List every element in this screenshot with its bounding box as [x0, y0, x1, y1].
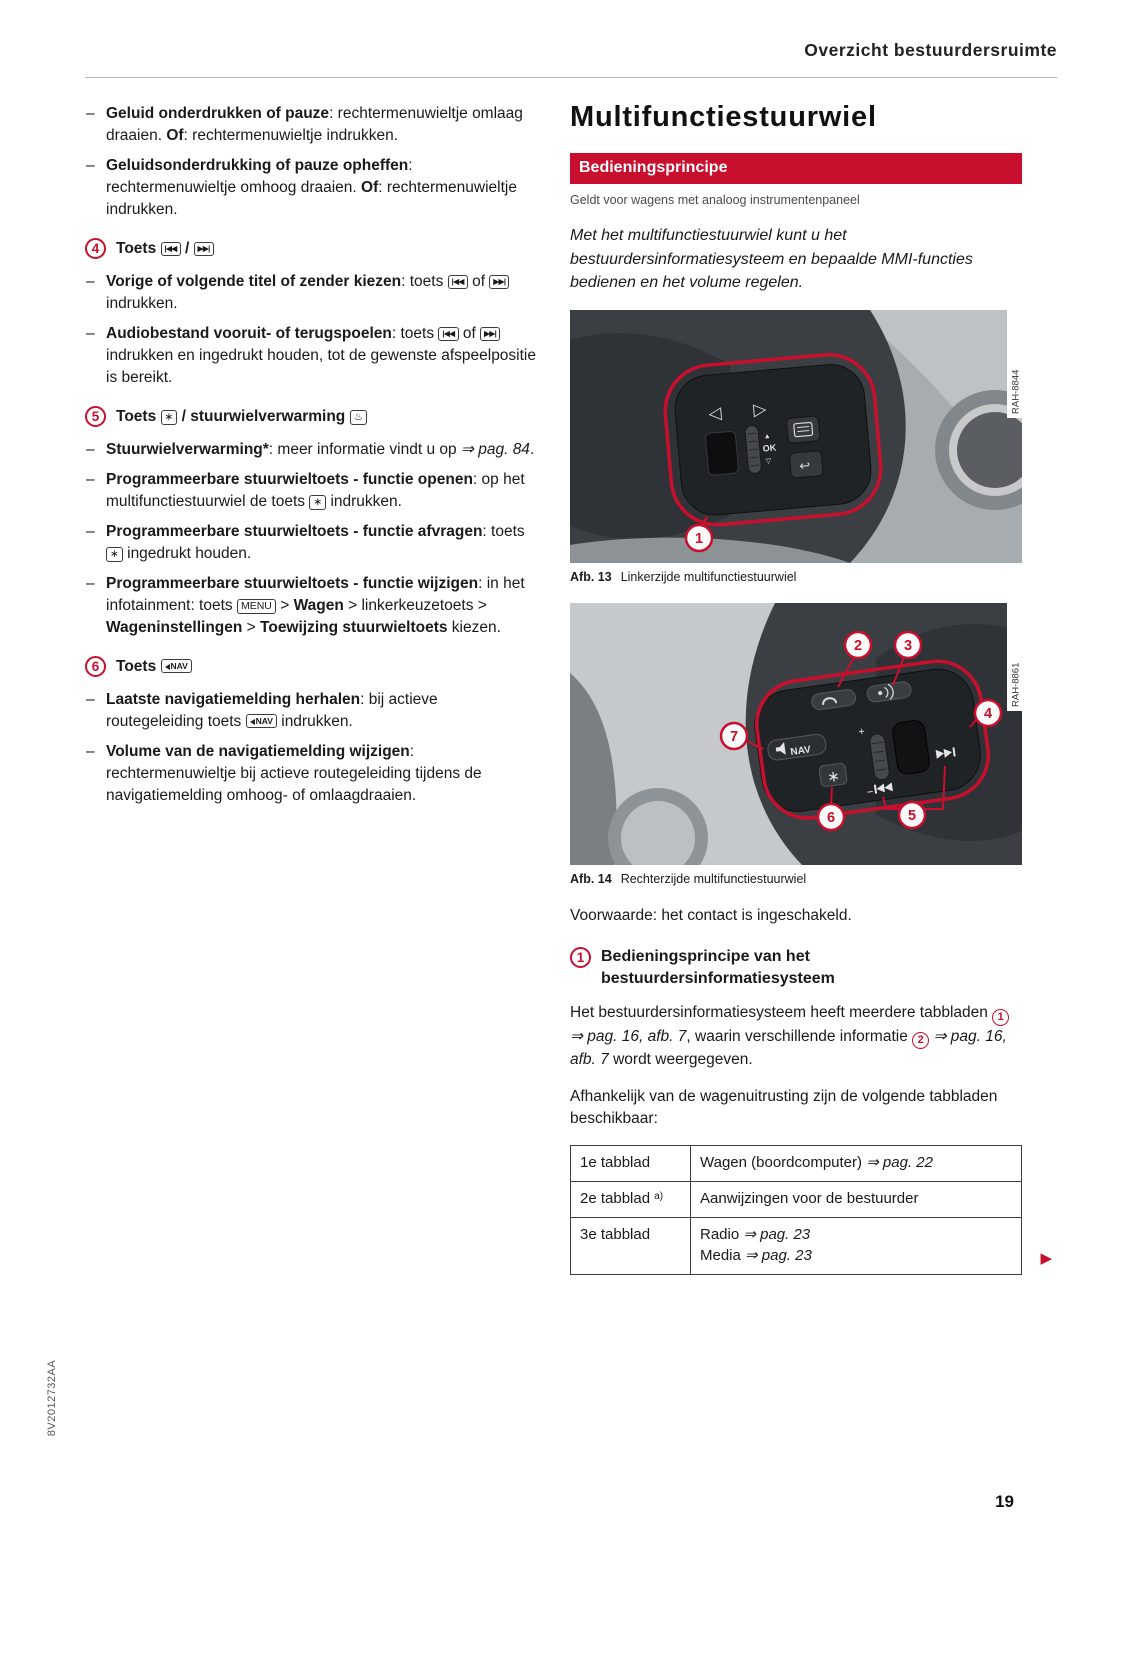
paragraph-tabbladen-info: [570, 1002, 1022, 1071]
volume-plus-label: +: [857, 725, 866, 739]
callout-number-7: 7: [729, 729, 739, 746]
bullet-prog-toets-wijzigen: [85, 573, 537, 639]
figure-13-caption-text: Linkerzijde multifunctiestuurwiel: [620, 569, 797, 584]
menu-key-icon: MENU: [237, 599, 276, 614]
text-segment: : in het infotainment: toets: [106, 575, 525, 614]
figure-13: [570, 310, 1022, 586]
skip-back-icon: |◀◀: [161, 242, 181, 256]
bullet-audiobestand-spoelen: [85, 323, 537, 389]
heading-text: [116, 408, 367, 425]
bullet-stuurwielverwarming: [85, 439, 537, 461]
callout-number-3: 3: [903, 638, 913, 655]
text-segment: Wageninstellingen: [106, 619, 243, 636]
text-segment: of: [467, 273, 490, 290]
text-segment: Afhankelijk van de wagenuitrusting zijn de volgende tabbladen beschikbaar:: [570, 1087, 998, 1128]
bullet-vorige-volgende-titel: [85, 271, 537, 315]
right-column: [570, 96, 1052, 1275]
figure-14-caption: [570, 870, 1022, 888]
nav-button-label: NAV: [789, 744, 812, 759]
text-segment: Het bestuurdersinformatiesysteem heeft meerdere tabbladen: [570, 1004, 993, 1022]
text-segment: Vorige of volgende titel of zender kiezen: [106, 273, 402, 290]
table-row: [571, 1145, 1022, 1181]
thumb-knob: [892, 719, 931, 775]
text-segment: indrukken.: [276, 713, 353, 730]
text-segment: of: [458, 325, 481, 342]
text-segment: , waarin verschillende informatie: [686, 1027, 913, 1045]
text-segment: Toewijzing stuurwieltoets: [260, 619, 448, 636]
ok-label: OK: [762, 442, 777, 454]
heading-toets-4: [85, 238, 537, 260]
skip-forward-icon: ▶▶|: [194, 242, 214, 256]
page-reference: ⇒ pag. 22: [866, 1153, 933, 1171]
text-segment: : bij actieve routegeleiding toets: [106, 691, 438, 730]
text-segment: indrukken.: [106, 295, 178, 312]
table-cell-tab: [571, 1217, 691, 1274]
bullet-volume-navigatiemelding: [85, 741, 537, 807]
text-segment: Bedieningsprincipe van het bestuurdersinformatiesysteem: [601, 947, 835, 988]
table-cell-description: [691, 1217, 1022, 1274]
text-segment: wordt weergegeven.: [608, 1051, 753, 1069]
text-segment: 1e tabblad: [580, 1153, 651, 1171]
text-segment: Toets: [116, 408, 161, 425]
bullet-geluidsonderdrukking-opheffen: [85, 155, 537, 221]
nav-speaker-icon: NAV: [246, 714, 277, 728]
text-segment: Programmeerbare stuurwieltoets - functie afvragen: [106, 523, 483, 540]
figure-13-image: [570, 310, 1022, 563]
applicability-note: Geldt voor wagens met analoog instrumentenpaneel: [570, 193, 860, 208]
text-segment: : rechtermenuwieltje indrukken.: [106, 179, 517, 218]
figure-14-code: RAH-8861: [1010, 662, 1022, 708]
text-segment: Of: [166, 127, 184, 144]
inline-circled-number: 2: [912, 1032, 929, 1049]
text-segment: 3e tabblad: [580, 1225, 651, 1243]
text-segment: : rechtermenuwieltje indrukken.: [183, 127, 399, 144]
text-segment: >: [242, 619, 261, 636]
up-arrow-icon: ▲: [763, 432, 771, 441]
intro-paragraph: Met het multifunctiestuurwiel kunt u het bestuurdersinformatiesysteem en bepaalde MMI-functies bedienen en het volume regelen.: [570, 227, 973, 291]
skip-back-icon: |◀◀: [438, 327, 458, 341]
paragraph-wagenuitrusting: [570, 1086, 1022, 1131]
skip-back-icon: |◀◀: [448, 275, 468, 289]
text-segment: Toets: [116, 658, 161, 675]
page-reference: ⇒ pag. 23: [745, 1246, 812, 1264]
callout-number-4: 4: [983, 706, 993, 723]
tab-table-wrap: [570, 1145, 1052, 1275]
circled-number-4: 4: [85, 238, 106, 259]
skip-forward-icon: ▶▶|: [489, 275, 509, 289]
table-cell-tab: [571, 1181, 691, 1217]
page-reference: ⇒ pag. 16, afb. 7: [570, 1027, 687, 1045]
page-reference: ⇒ pag. 84: [460, 441, 530, 458]
text-segment: Aanwijzingen voor de bestuurder: [700, 1189, 919, 1207]
figure-14-image: [570, 603, 1022, 865]
skip-forward-icon: ▶▶|: [480, 327, 500, 341]
asterisk-key-icon: ∗: [309, 495, 326, 510]
text-segment: Of: [361, 179, 379, 196]
tab-table: [570, 1145, 1022, 1275]
heading-text: [601, 948, 835, 987]
text-segment: : toets: [401, 273, 448, 290]
subsection-banner: Bedieningsprincipe: [570, 153, 1022, 184]
callout-number-6: 6: [826, 810, 836, 827]
text-segment: : rechtermenuwieltje omhoog draaien.: [106, 157, 413, 196]
figure-14-label: Afb. 14: [570, 872, 612, 887]
section-title: Multifunctiestuurwiel: [570, 101, 877, 133]
bullet-prog-toets-openen: [85, 469, 537, 513]
table-cell-description: [691, 1181, 1022, 1217]
heading-text: [116, 658, 192, 675]
callout-number-2: 2: [853, 638, 863, 655]
asterisk-button-icon: ∗: [826, 767, 842, 787]
text-segment: Wagen: [293, 597, 344, 614]
bullet-prog-toets-afvragen: [85, 521, 537, 565]
back-arrow-icon: ↩: [798, 457, 811, 474]
text-segment: Voorwaarde: het contact is ingeschakeld.: [570, 907, 852, 925]
text-segment: Geluid onderdrukken of pauze: [106, 105, 330, 122]
heading-toets-5: [85, 406, 537, 428]
text-segment: Media: [700, 1246, 746, 1264]
left-column: [85, 103, 537, 815]
header-rule: [85, 77, 1057, 78]
text-segment: > linkerkeuzetoets >: [343, 597, 487, 614]
footnote-marker: a): [654, 1190, 664, 1202]
text-segment: kiezen.: [447, 619, 501, 636]
continuation-arrow-icon: ▶: [1040, 1250, 1052, 1268]
speaker-icon: [250, 719, 255, 725]
tab-table-body: [571, 1145, 1022, 1274]
text-segment: Laatste navigatiemelding herhalen: [106, 691, 361, 708]
down-arrow-icon: ▽: [765, 457, 772, 466]
display-button: [786, 416, 820, 444]
page-number: 19: [995, 1492, 1014, 1511]
text-segment: : rechtermenuwieltje omlaag draaien.: [106, 105, 523, 144]
page-header-title: Overzicht bestuurdersruimte: [804, 40, 1057, 60]
text-segment: Geluidsonderdrukking of pauze opheffen: [106, 157, 409, 174]
text-segment: Audiobestand vooruit- of terugspoelen: [106, 325, 392, 342]
speaker-icon: [165, 664, 170, 670]
right-arrow-button-icon: ▷: [752, 399, 768, 420]
table-cell-description: [691, 1145, 1022, 1181]
circled-number-5: 5: [85, 406, 106, 427]
text-segment: : meer informatie vindt u op: [268, 441, 461, 458]
text-segment: indrukken en ingedrukt houden, tot de gewenste afspeelpositie is bereikt.: [106, 347, 536, 386]
volume-minus-label: −: [866, 786, 875, 799]
text-segment: Wagen (boordcomputer): [700, 1153, 867, 1171]
page-reference: ⇒ pag. 23: [743, 1225, 811, 1243]
heading-toets-6: [85, 656, 537, 678]
text-segment: Volume van de navigatiemelding wijzigen: [106, 743, 410, 760]
text-segment: / stuurwielverwarming: [177, 408, 350, 425]
text-segment: : toets: [391, 325, 439, 342]
bullet-laatste-navigatiemelding: [85, 689, 537, 733]
table-row: [571, 1217, 1022, 1274]
text-segment: /: [180, 240, 194, 257]
circled-number-6: 6: [85, 656, 106, 677]
circled-number-1: 1: [570, 947, 591, 968]
asterisk-key-icon: ∗: [106, 547, 123, 562]
nav-speaker-icon: NAV: [161, 659, 192, 673]
callout-number-5: 5: [907, 808, 917, 825]
table-row: [571, 1181, 1022, 1217]
text-segment: Toets: [116, 240, 161, 257]
text-segment: : toets: [482, 523, 525, 540]
figure-14: [570, 603, 1022, 888]
figure-13-label: Afb. 13: [570, 569, 612, 584]
text-segment: indrukken.: [326, 493, 402, 510]
left-thumb-button: [705, 431, 739, 475]
callout-number-1: 1: [694, 530, 704, 547]
condition-paragraph: [570, 905, 1022, 927]
asterisk-key-icon: ∗: [161, 410, 178, 425]
text-segment: : rechtermenuwieltje bij actieve routegeleiding tijdens de navigatiemelding omhoog- of omlaagdraaien.: [106, 743, 482, 804]
text-segment: 2e tabblad: [580, 1189, 655, 1207]
text-segment: Programmeerbare stuurwieltoets - functie openen: [106, 471, 473, 488]
text-segment: Radio: [700, 1225, 744, 1243]
text-segment: ingedrukt houden.: [122, 545, 252, 562]
inline-circled-number: 1: [992, 1009, 1009, 1026]
heading-bedieningsprincipe-systeem: [570, 946, 1022, 991]
bullet-geluid-onderdrukken: [85, 103, 537, 147]
text-segment: .: [529, 441, 535, 458]
figure-13-code: RAH-8844: [1010, 369, 1022, 414]
text-segment: Programmeerbare stuurwieltoets - functie wijzigen: [106, 575, 479, 592]
left-arrow-button-icon: ◁: [707, 403, 723, 424]
page-reference: ⇒ pag. 16, afb. 7: [570, 1027, 1007, 1069]
document-code: 8V2012732AA: [46, 1359, 58, 1437]
figure-13-caption: [570, 568, 1022, 586]
text-segment: >: [275, 597, 294, 614]
heading-text: [116, 240, 214, 257]
text-segment: Stuurwielverwarming*: [106, 441, 269, 458]
text-segment: : op het multifunctiestuurwiel de toets: [106, 471, 525, 510]
figure-14-caption-text: Rechterzijde multifunctiestuurwiel: [620, 872, 807, 887]
steering-wheel-heating-icon: ♨: [350, 410, 367, 425]
table-cell-tab: [571, 1145, 691, 1181]
